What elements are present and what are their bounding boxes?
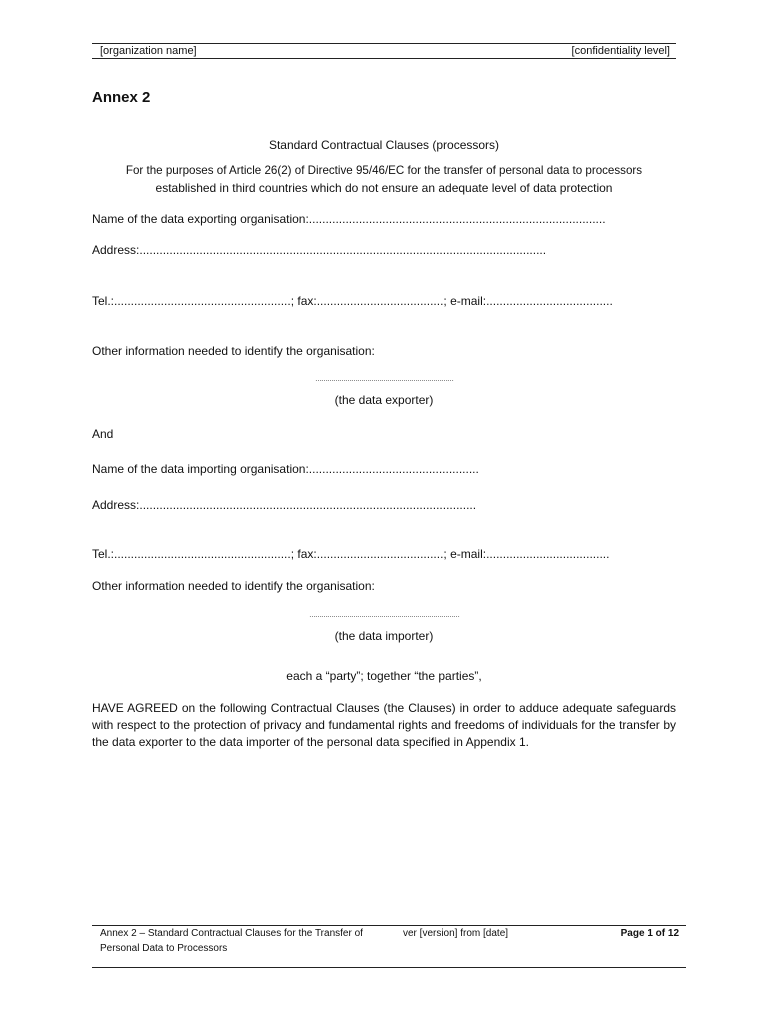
footer-title-line-2: Personal Data to Processors xyxy=(100,943,228,954)
exporter-address-field: Address:.......................................................................................................................... xyxy=(92,243,547,257)
header-confidentiality-level: [confidentiality level] xyxy=(571,45,670,57)
importer-address-field: Address:..................................................................................................... xyxy=(92,498,477,512)
exporter-contact-field: Tel.:.....................................................; fax:......................................; e-mail:...................................... xyxy=(92,294,613,308)
importer-other-info-label: Other information needed to identify the organisation: xyxy=(92,579,375,593)
importer-signature-dots: ………………………………………………………………… xyxy=(309,612,459,619)
exporter-name-field: Name of the data exporting organisation:......................................................................................... xyxy=(92,212,606,226)
footer-bottom-rule xyxy=(92,967,686,968)
importer-contact-field: Tel.:.....................................................; fax:......................................; e-mail:..................................... xyxy=(92,547,610,561)
importer-role-label: (the data importer) xyxy=(334,629,434,643)
agreement-paragraph: HAVE AGREED on the following Contractual Clauses (the Clauses) in order to adduce adequate safeguards with respect to the protection of privacy and fundamental rights and freedoms of individuals for the transfer by the data exporter to the data importer of the personal data specified in Appendix 1. xyxy=(92,701,676,749)
exporter-other-info-label: Other information needed to identify the organisation: xyxy=(92,344,375,358)
header-organization-name: [organization name] xyxy=(100,45,197,57)
parties-line: each a “party”; together “the parties”, xyxy=(286,669,482,683)
footer-page-number: Page 1 of 12 xyxy=(620,928,679,939)
footer-title-line-1: Annex 2 – Standard Contractual Clauses for the Transfer of xyxy=(100,928,363,939)
clauses-title: Standard Contractual Clauses (processors) xyxy=(268,138,500,152)
exporter-role-label: (the data exporter) xyxy=(334,393,434,407)
and-label: And xyxy=(92,427,114,441)
footer-top-rule xyxy=(92,925,686,926)
header-bottom-rule xyxy=(92,58,676,59)
exporter-signature-dots: …………………………………………………………… xyxy=(315,376,453,383)
importer-name-field: Name of the data importing organisation:................................................... xyxy=(92,462,479,476)
footer-version: ver [version] from [date] xyxy=(403,928,509,939)
purpose-line-2: established in third countries which do not ensure an adequate level of data protection xyxy=(155,181,613,195)
annex-title: Annex 2 xyxy=(92,89,151,106)
purpose-line-1: For the purposes of Article 26(2) of Directive 95/46/EC for the transfer of personal data to processors xyxy=(125,164,643,177)
header-top-rule xyxy=(92,43,676,44)
